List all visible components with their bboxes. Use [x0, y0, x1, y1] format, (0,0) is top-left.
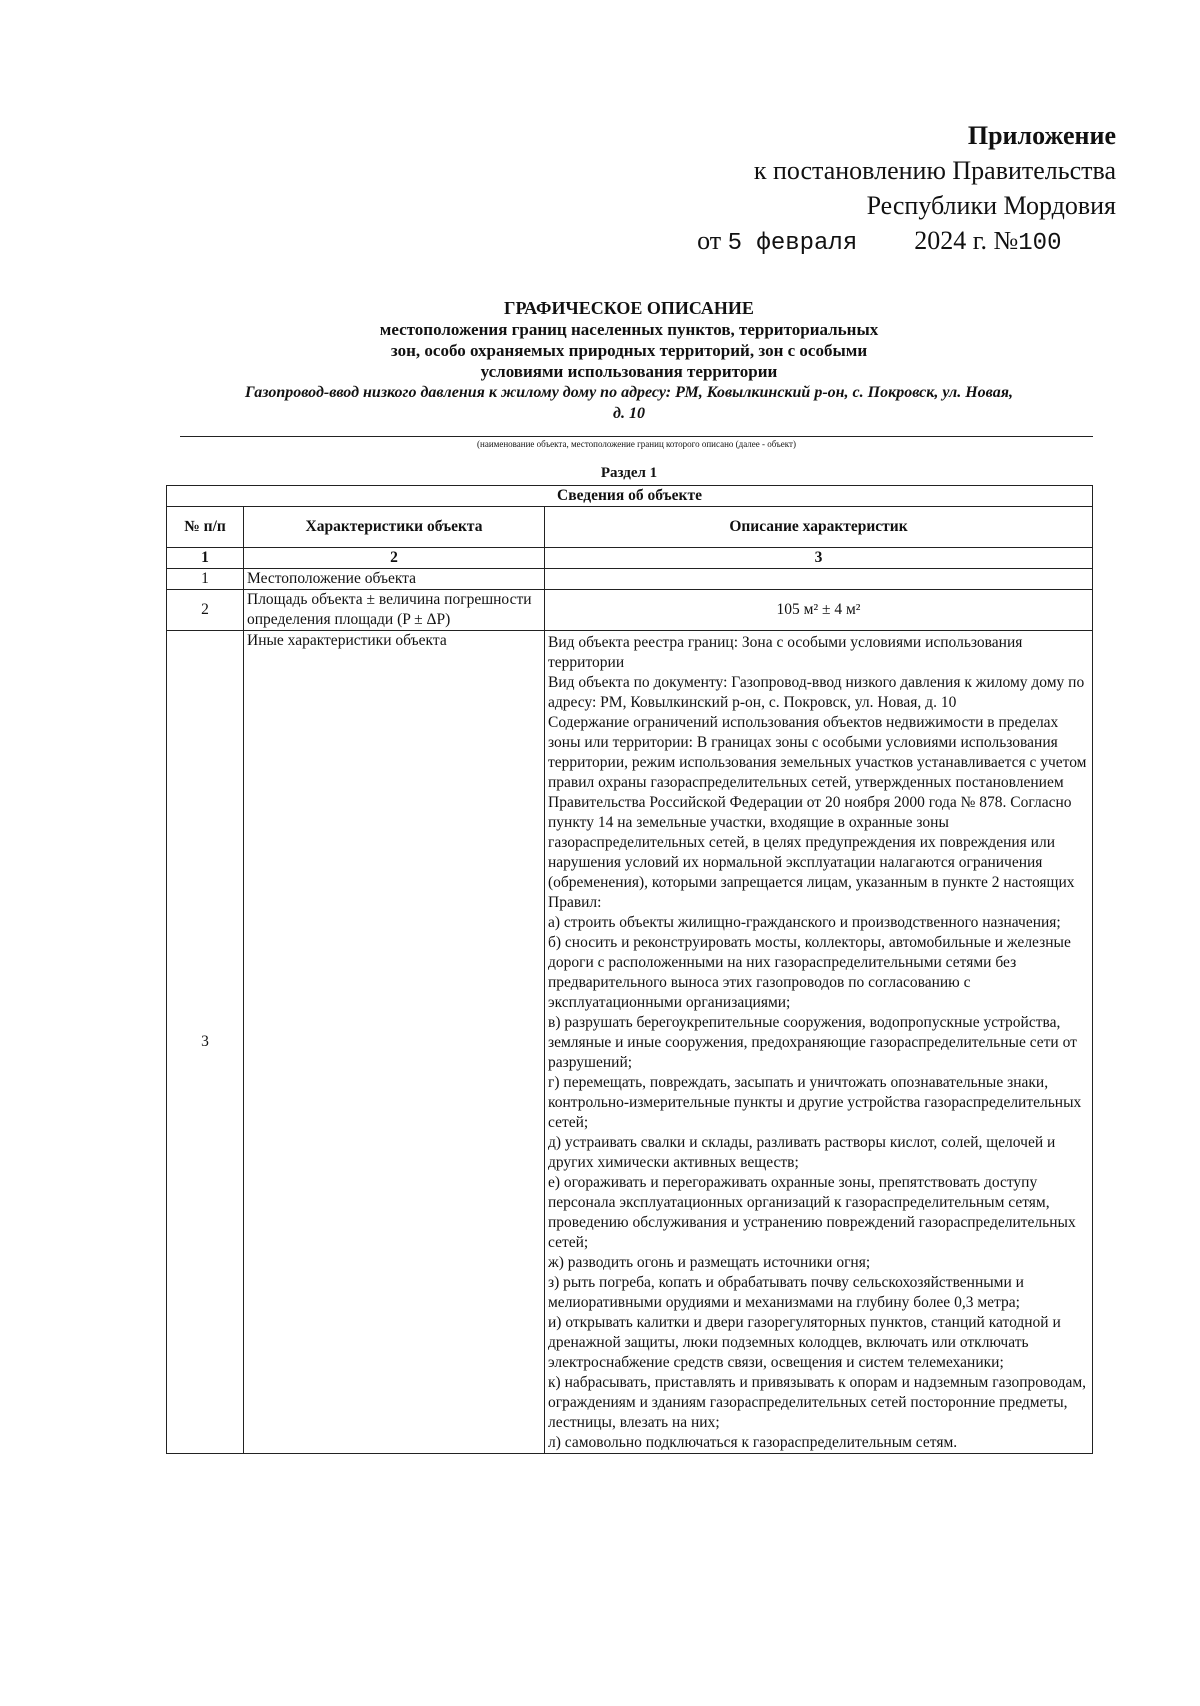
row-1-value — [545, 569, 1093, 590]
heading-line-3: условиями использования территории — [480, 362, 778, 381]
heading-line-2: зон, особо охраняемых природных территорий, зон с особыми — [390, 341, 868, 360]
table-title: Сведения об объекте — [167, 486, 1093, 507]
row-3-num: 3 — [167, 631, 244, 1454]
description-paragraph: а) строить объекты жилищно-гражданского и производственного назначения; — [548, 914, 1061, 931]
table-row — [167, 631, 1093, 1454]
row-1-num: 1 — [167, 569, 244, 590]
appendix-block — [697, 118, 1116, 261]
table-header-row — [167, 507, 1093, 548]
col-number-2: 2 — [244, 548, 545, 569]
row-3-description — [545, 631, 1093, 1454]
section-title: Раздел 1 — [600, 465, 658, 481]
date-prefix: от — [697, 226, 722, 255]
description-paragraph: Содержание ограничений использования объектов недвижимости в пределах зоны или территории: В границах зоны с особыми условиями использования территории, режим использования земельных участков устанавливается с учетом правил охраны газораспределительных сетей, утвержденных постановлением Правительства Российской Федерации от 20 ноября 2000 года № 878. Согласно пункту 14 на земельные участки, входящие в охранные зоны газораспределительных сетей, в целях предупреждения их повреждения или нарушения условий их нормальной эксплуатации налагаются ограничения (обременения), которыми запрещается лицам, указанным в пункте 2 настоящих Правил: — [548, 714, 1087, 911]
col-number-3: 3 — [545, 548, 1093, 569]
table-title-row — [167, 486, 1093, 507]
description-paragraph: л) самовольно подключаться к газораспределительным сетям. — [548, 1434, 958, 1451]
object-info-table — [166, 485, 1093, 1454]
object-underline — [180, 436, 1093, 437]
description-paragraph: д) устраивать свалки и склады, разливать растворы кислот, солей, щелочей и других химически активных веществ; — [548, 1134, 1056, 1171]
col-header-description: Описание характеристик — [545, 507, 1093, 548]
description-paragraph: з) рыть погреба, копать и обрабатывать почву сельскохозяйственными и мелиоративными орудиями и механизмами на глубину более 0,3 метра; — [548, 1274, 1024, 1311]
col-header-num: № п/п — [167, 507, 244, 548]
row-2-value: 105 м² ± 4 м² — [545, 590, 1093, 631]
row-2-name: Площадь объекта ± величина погрешности определения площади (P ± ΔP) — [244, 590, 545, 631]
appendix-line-2: Республики Мордовия — [866, 191, 1116, 220]
description-paragraph: б) сносить и реконструировать мосты, коллекторы, автомобильные и железные дороги с расположенными на них газораспределительными сетями без предварительного выноса этих газопроводов по согласованию с эксплуатационными организациями; — [548, 934, 1071, 1011]
description-paragraph: ж) разводить огонь и размещать источники огня; — [548, 1254, 871, 1271]
object-name-line-1: Газопровод-ввод низкого давления к жилому дому по адресу: РМ, Ковылкинский р-он, с. Покровск, ул. Новая, — [245, 384, 1013, 401]
date-value: 5 февраля — [727, 230, 858, 257]
document-title: ГРАФИЧЕСКОЕ ОПИСАНИЕ — [504, 298, 754, 318]
table-row — [167, 590, 1093, 631]
appendix-line-1: к постановлению Правительства — [753, 156, 1116, 185]
row-2-num: 2 — [167, 590, 244, 631]
description-paragraph: Вид объекта реестра границ: Зона с особыми условиями использования территории — [548, 634, 1023, 671]
object-hint: (наименование объекта, местоположение границ которого описано (далее - объект) — [477, 439, 796, 449]
col-header-name: Характеристики объекта — [244, 507, 545, 548]
document-heading — [166, 298, 1092, 424]
decree-number: 100 — [1018, 230, 1062, 257]
description-paragraph: Вид объекта по документу: Газопровод-ввод низкого давления к жилому дому по адресу: РМ, Ковылкинский р-он, с. Покровск, ул. Новая, д. 10 — [548, 674, 1085, 711]
appendix-title: Приложение — [967, 121, 1116, 150]
row-1-name: Местоположение объекта — [244, 569, 545, 590]
date-year: 2024 г. № — [914, 226, 1019, 255]
col-number-1: 1 — [167, 548, 244, 569]
description-paragraph: и) открывать калитки и двери газорегуляторных пунктов, станций катодной и дренажной защиты, люки подземных колодцев, включать или отключать электроснабжение средств связи, освещения и систем телемеханики; — [548, 1314, 1061, 1371]
description-paragraph: к) набрасывать, приставлять и привязывать к опорам и надземным газопроводам, ограждениям и зданиям газораспределительных сетей посторонние предметы, лестницы, влезать на них; — [548, 1374, 1087, 1431]
table-row — [167, 569, 1093, 590]
description-paragraph: в) разрушать берегоукрепительные сооружения, водопропускные устройства, земляные и иные сооружения, предохраняющие газораспределительные сети от разрушений; — [548, 1014, 1077, 1071]
appendix-date-line — [697, 223, 1116, 261]
table-colnum-row — [167, 548, 1093, 569]
heading-line-1: местоположения границ населенных пунктов, территориальных — [379, 320, 879, 339]
object-name-line-2: д. 10 — [613, 405, 645, 422]
description-paragraph: е) огораживать и перегораживать охранные зоны, препятствовать доступу персонала эксплуатационных организаций к газораспределительным сетям, проведению обслуживания и устранению повреждений газораспределительных сетей; — [548, 1174, 1076, 1251]
description-paragraph: г) перемещать, повреждать, засыпать и уничтожать опознавательные знаки, контрольно-измерительные пункты и другие устройства газораспределительных сетей; — [548, 1074, 1082, 1131]
row-3-name: Иные характеристики объекта — [244, 631, 545, 1454]
